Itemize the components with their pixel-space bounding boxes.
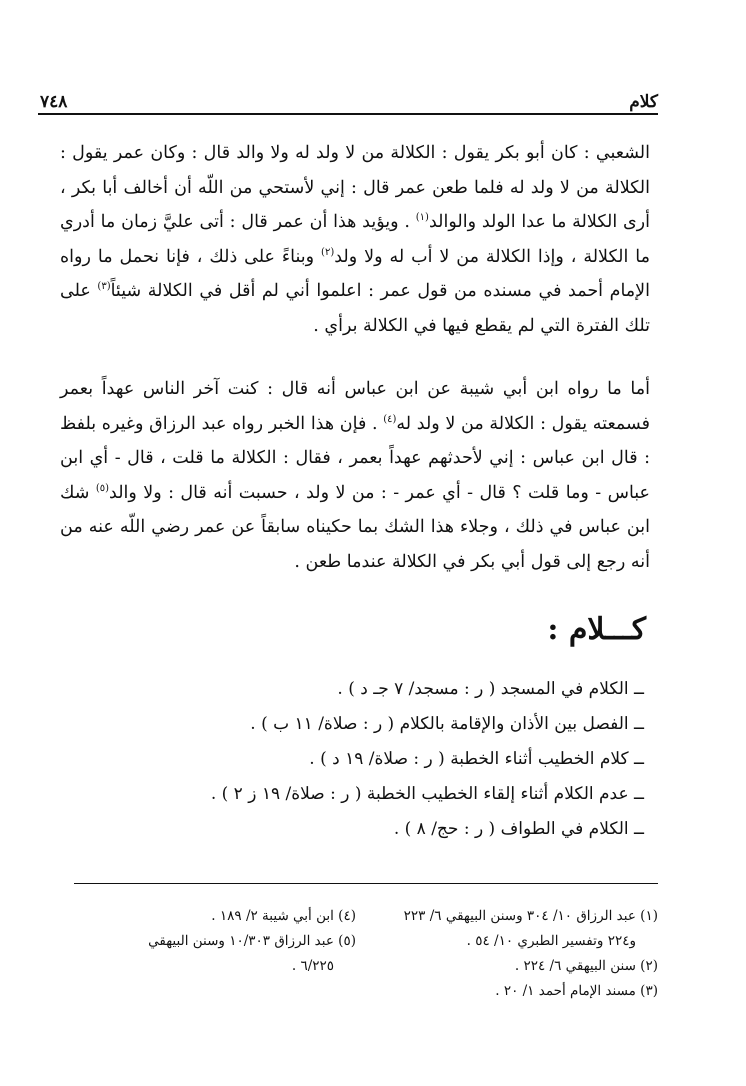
footnote-1: (١) عبد الرزاق ١٠/ ٣٠٤ وسنن البيهقي ٦/ ٢٢٣ bbox=[403, 908, 658, 924]
footnote-ref-4: (٤) bbox=[383, 413, 397, 425]
body-paragraph-1 bbox=[60, 136, 650, 343]
cross-reference-item: ــ الفصل بين الأذان والإقامة بالكلام ( ر : صلاة/ ١١ ب ) . bbox=[250, 714, 644, 734]
footnote-ref-5: (٥) bbox=[95, 482, 110, 494]
footnote-5: (٥) عبد الرزاق ١٠/٣٠٣ وسنن البيهقي bbox=[148, 933, 356, 949]
section-heading: كـــلام : bbox=[547, 612, 646, 647]
paragraph-text: أما ما رواه ابن أبي شيبة عن ابن عباس أنه قال : كنت آخر الناس عهداً بعمر فسمعته يقول : الكلالة من لا ولد له bbox=[60, 379, 650, 434]
running-header bbox=[40, 86, 658, 112]
footnote-divider bbox=[74, 883, 658, 884]
footnote-ref-3: (٣) bbox=[97, 281, 111, 293]
footnote-5-continued: ٦/٢٢٥ . bbox=[291, 958, 334, 974]
paragraph-text: وبناءً على ذلك ، فإنا نحمل ما رواه الإمام أحمد في مسنده من قول عمر : اعلموا أني لم أقل في الكلالة شيئاً bbox=[60, 246, 650, 301]
footnotes-right-column bbox=[358, 904, 658, 1004]
footnote-ref-1: (١) bbox=[415, 212, 429, 224]
body-paragraph-2 bbox=[60, 372, 650, 579]
footnote-4: (٤) ابن أبي شيبة ٢/ ١٨٩ . bbox=[211, 908, 356, 924]
footnote-ref-2: (٢) bbox=[321, 246, 335, 258]
cross-reference-list bbox=[60, 672, 644, 847]
paragraph-text: . ويؤيد هذا أن عمر قال : أتى عليَّ زمان ما أدري ما الكلالة ، وإذا الكلالة من لا أب له ولا ولد bbox=[60, 212, 650, 267]
footnote-3: (٣) مسند الإمام أحمد ١/ ٢٠ . bbox=[495, 983, 658, 999]
footnote-1-continued: و٢٢٤ وتفسير الطبري ١٠/ ٥٤ . bbox=[466, 933, 636, 949]
paragraph-text: شك ابن عباس في ذلك ، وجلاء هذا الشك بما حكيناه سابقاً عن عمر رضي اللّه عنه من أنه رجع إلى قول أبي بكر في الكلالة عندما طعن . bbox=[60, 482, 650, 572]
page-number: ٧٤٨ bbox=[40, 92, 68, 112]
footnotes-left-column bbox=[60, 904, 356, 979]
footnote-2: (٢) سنن البيهقي ٦/ ٢٢٤ . bbox=[514, 958, 658, 974]
cross-reference-item: ــ الكلام في الطواف ( ر : حج/ ٨ ) . bbox=[393, 819, 644, 839]
header-divider bbox=[38, 113, 658, 115]
cross-reference-item: ــ الكلام في المسجد ( ر : مسجد/ ٧ جـ د ) . bbox=[337, 679, 644, 699]
cross-reference-item: ــ كلام الخطيب أثناء الخطبة ( ر : صلاة/ ١٩ د ) . bbox=[309, 749, 644, 769]
cross-reference-item: ــ عدم الكلام أثناء إلقاء الخطيب الخطبة ( ر : صلاة/ ١٩ ز ٢ ) . bbox=[210, 784, 644, 804]
header-title: كلام bbox=[629, 92, 658, 112]
paragraph-text: الشعبي : كان أبو بكر يقول : الكلالة من لا ولد له ولا والد قال : وكان عمر يقول : الكلالة من لا ولد له فلما طعن عمر قال : إني لأستحي من اللّه أن أخالف أبا بكر ، أرى الكلالة ما عدا الولد والوالد bbox=[60, 143, 650, 232]
paragraph-text: . فإن هذا الخبر رواه عبد الرزاق وغيره بلفظ : قال ابن عباس : إني لأحدثهم عهداً بعمر ، فقال : الكلالة ما قلت ، قال - أي ابن عباس - وما قلت ؟ قال - أي عمر - : من لا ولد ، حسبت أنه قال : ولا والد bbox=[60, 413, 650, 503]
paragraph-text: على تلك الفترة التي لم يقطع فيها في الكلالة برأي . bbox=[60, 281, 650, 336]
